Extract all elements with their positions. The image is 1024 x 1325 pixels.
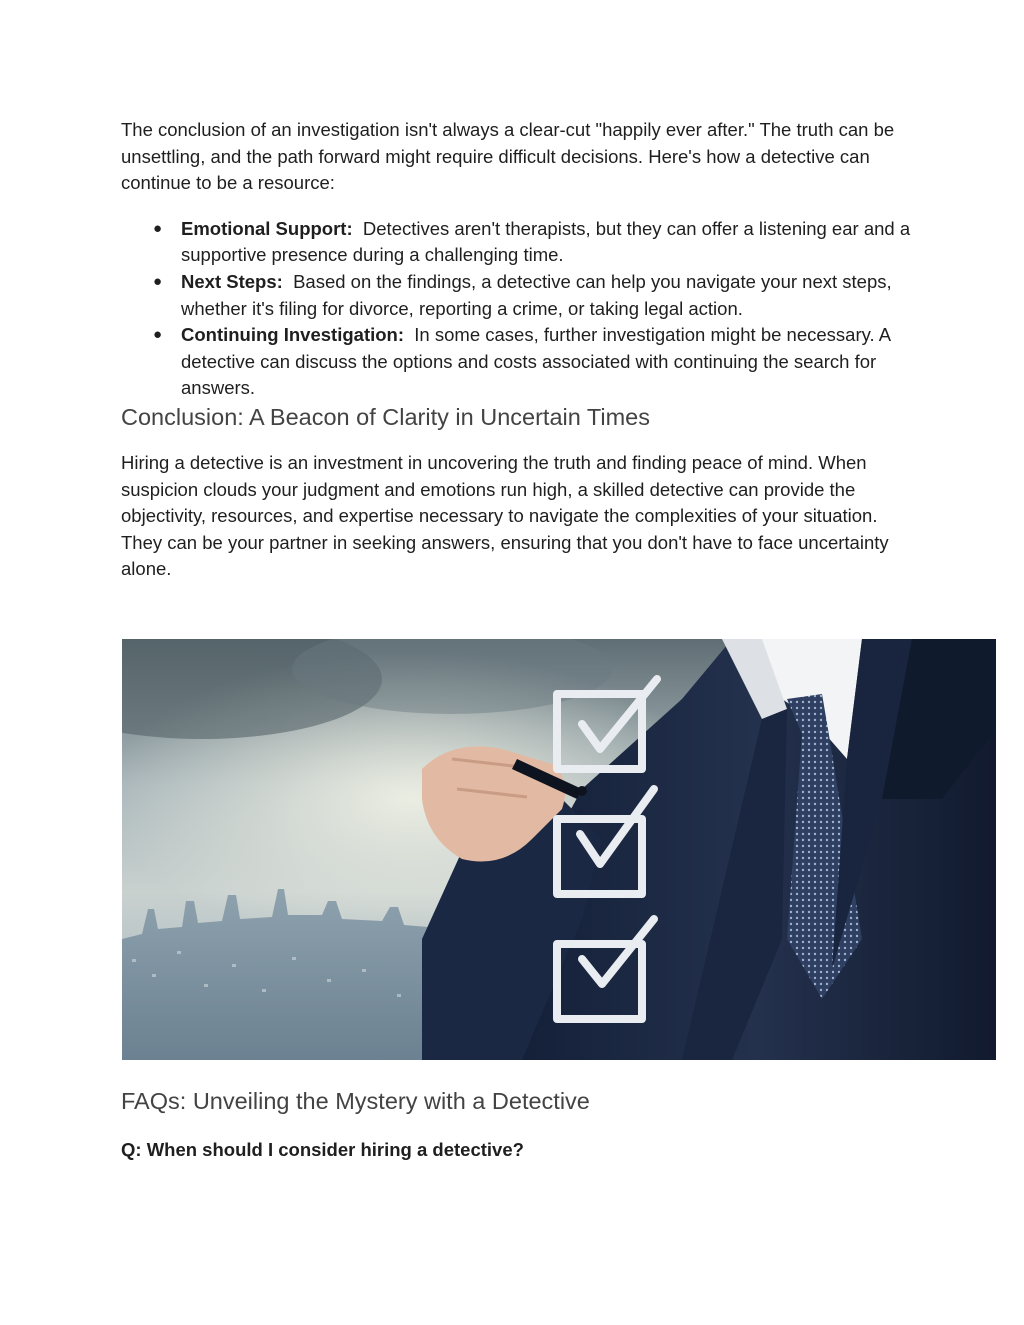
faq-heading: FAQs: Unveiling the Mystery with a Detective <box>121 1088 590 1114</box>
bullet-icon: ● <box>153 272 163 290</box>
list-item <box>121 269 911 322</box>
faq-question: Q: When should I consider hiring a detective? <box>121 1139 524 1160</box>
intro-paragraph: The conclusion of an investigation isn't always a clear-cut "happily ever after." The truth can be unsettling, and the path forward might require difficult decisions. Here's how a detective can continue to be a resource: <box>121 119 895 194</box>
bullet-icon: ● <box>153 219 163 237</box>
bullet-term: Emotional Support: <box>181 217 353 239</box>
bullet-text: Detectives aren't therapists, but they can offer a listening ear and a supportive presence during a challenging time. <box>181 217 911 266</box>
conclusion-heading: Conclusion: A Beacon of Clarity in Uncertain Times <box>121 403 651 430</box>
bullet-text: In some cases, further investigation might be necessary. A detective can discuss the options and costs associated with continuing the search for answers. <box>181 324 891 399</box>
bullet-list <box>121 216 911 402</box>
document-body <box>121 117 911 583</box>
bullet-term: Continuing Investigation: <box>181 324 405 346</box>
bullet-icon: ● <box>153 326 163 344</box>
list-item <box>121 216 911 269</box>
checklist-photo <box>122 639 996 1060</box>
conclusion-paragraph: Hiring a detective is an investment in uncovering the truth and finding peace of mind. When suspicion clouds your judgment and emotions run high, a skilled detective can provide the objectivity, resources, and expertise necessary to navigate the complexities of your situation. They can be your partner in seeking answers, ensuring that you don't have to face uncertainty alone. <box>121 451 889 580</box>
bullet-term: Next Steps: <box>181 270 283 292</box>
list-item <box>121 322 911 402</box>
checklist-photo-icon <box>122 639 996 1060</box>
bullet-text: Based on the findings, a detective can help you navigate your next steps, whether it's filing for divorce, reporting a crime, or taking legal action. <box>181 270 892 319</box>
